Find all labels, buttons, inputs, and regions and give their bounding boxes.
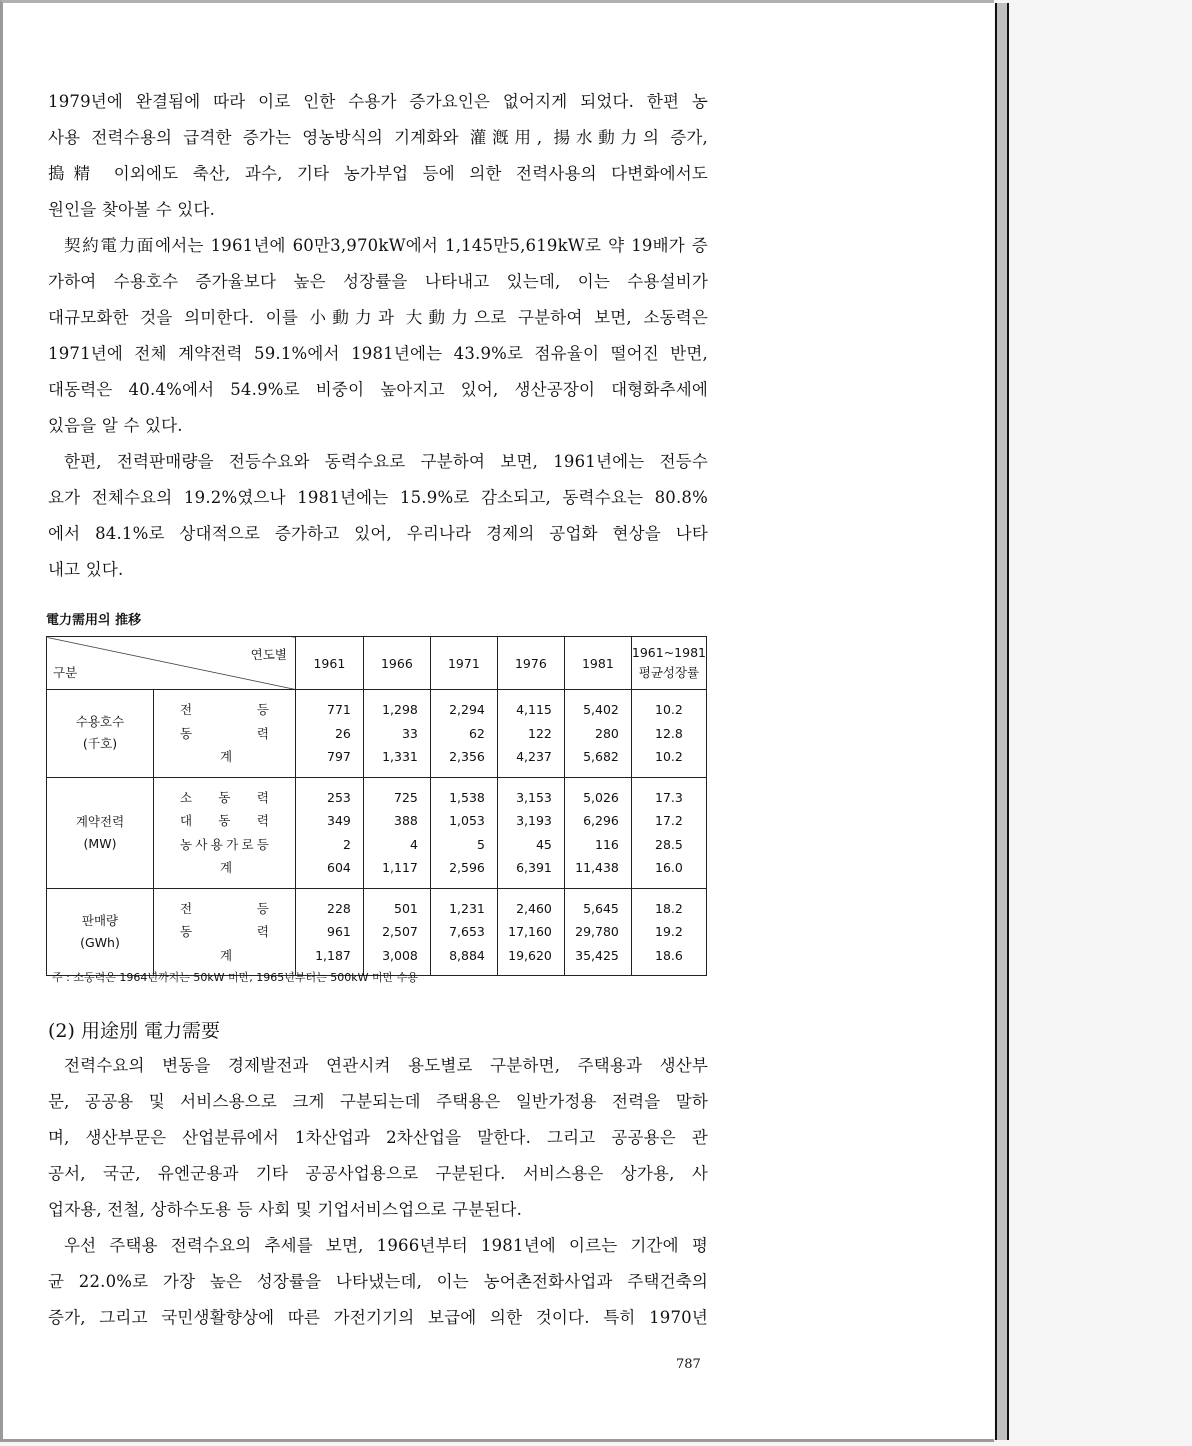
row-label [154, 698, 295, 722]
row-label-char: 소 [180, 789, 193, 805]
rate-cell: 18.2 [655, 900, 683, 916]
text-line: 契約電力面에서는 1961년에 60만3,970kW에서 1,145만5,619kW로 약 19배가 증 [64, 236, 708, 255]
row-label-char: 농 [180, 836, 193, 852]
value-column [295, 690, 363, 778]
row-labels [154, 777, 296, 888]
table-cell: 62 [468, 725, 485, 741]
table-cell: 2 [342, 836, 351, 852]
table-cell: 1,331 [382, 749, 418, 764]
group-label-line: (千호) [82, 736, 118, 752]
rate-cell: 17.3 [655, 789, 683, 805]
table-cell: 1,053 [449, 813, 485, 828]
table-cell: 2,460 [516, 900, 552, 916]
table-note: 주 : 소동력은 1964년까지는 50kW 미만, 1965년부터는 500kW 미만 수용 [52, 971, 419, 984]
text-line: 업자용, 전철, 상하수도용 등 사회 및 기업서비스업으로 구분된다. [48, 1200, 523, 1219]
text-line: 균 22.0%로 가장 높은 성장률을 나타냈는데, 이는 농어촌전화사업과 주택건축의 [48, 1272, 708, 1291]
table-cell: 2,356 [449, 749, 485, 764]
text-line: 대동력은 40.4%에서 54.9%로 비중이 높아지고 있어, 생산공장이 대형화추세에 [48, 380, 708, 399]
table-cell: 19,620 [508, 947, 552, 963]
table-cell: 5,026 [583, 789, 619, 805]
table-cell: 2,507 [382, 924, 418, 939]
rate-column [631, 777, 706, 888]
table-cell: 1,187 [315, 947, 351, 963]
text-line: 있음을 알 수 있다. [48, 416, 183, 435]
table-cell: 6,391 [516, 860, 552, 875]
table-cell: 1,231 [449, 900, 485, 916]
text-line: 내고 있다. [48, 560, 124, 579]
row-label-char: 계 [220, 947, 233, 963]
text-line: 증가, 그리고 국민생활향상에 따른 가전기기의 보급에 의한 것이다. 특히 1970년 [48, 1308, 708, 1327]
table-cell: 35,425 [575, 947, 619, 963]
table-cell: 1,538 [449, 789, 485, 805]
table-cell: 11,438 [575, 860, 619, 875]
table-cell: 280 [595, 725, 619, 741]
value-column [497, 888, 564, 976]
year-header: 1976 [497, 637, 564, 690]
row-label-char: 동 [218, 813, 231, 828]
rate-column [631, 888, 706, 976]
rate-cell: 16.0 [655, 860, 683, 875]
table-cell: 45 [535, 836, 552, 852]
rate-cell: 17.2 [655, 813, 683, 828]
table-cell: 5,402 [583, 702, 619, 717]
value-column [295, 888, 363, 976]
row-label [154, 897, 295, 921]
table-cell: 33 [401, 725, 418, 741]
year-header: 1971 [430, 637, 497, 690]
table-cell: 116 [595, 836, 619, 852]
table-cell: 1,117 [382, 860, 418, 875]
rate-header [631, 637, 706, 690]
row-label-char: 로 [241, 836, 254, 852]
section-heading: (2) 用途別 電力需要 [48, 1020, 220, 1042]
row-label-char: 등 [256, 900, 269, 916]
text-line: 대규모화한 것을 의미한다. 이를 小動力과 大動力으로 구분하여 보면, 소동력은 [48, 308, 708, 327]
table-cell: 4 [409, 836, 418, 852]
row-label [154, 856, 295, 880]
row-label [154, 920, 295, 944]
table-cell: 17,160 [508, 924, 552, 939]
text-line: 요가 전체수요의 19.2%였으나 1981년에는 15.9%로 감소되고, 동력수요는 80.8% [48, 488, 708, 507]
corner-top-label: 연도별 [250, 647, 287, 662]
text-line: 가하여 수용호수 증가율보다 높은 성장률을 나타내고 있는데, 이는 수용설비가 [48, 272, 708, 291]
paragraph-4 [48, 1048, 708, 1228]
table-cell: 797 [327, 749, 351, 764]
text-line: 원인을 찾아볼 수 있다. [48, 200, 216, 219]
row-label-char: 동 [180, 725, 193, 741]
table-cell: 501 [394, 900, 418, 916]
row-label-char: 대 [180, 813, 193, 828]
table-cell: 8,884 [449, 947, 485, 963]
value-column [430, 888, 497, 976]
year-header: 1961 [295, 637, 363, 690]
value-column [430, 690, 497, 778]
rate-column [631, 690, 706, 778]
table-cell: 771 [327, 702, 351, 717]
group-label-line: 계약전력 [75, 813, 125, 829]
table-cell: 725 [394, 789, 418, 805]
table-cell: 4,237 [516, 749, 552, 764]
table-cell: 3,193 [516, 813, 552, 828]
table-cell: 253 [327, 789, 351, 805]
row-label [154, 786, 295, 810]
text-line: 전력수요의 변동을 경제발전과 연관시켜 용도별로 구분하면, 주택용과 생산부 [64, 1056, 708, 1075]
row-label-char: 전 [180, 702, 193, 717]
table-header-row [47, 637, 707, 690]
value-column [497, 690, 564, 778]
paragraph-2 [48, 228, 708, 444]
table-cell: 26 [334, 725, 351, 741]
value-column [564, 777, 631, 888]
row-label [154, 745, 295, 769]
value-column [295, 777, 363, 888]
table-cell: 388 [394, 813, 418, 828]
table-cell: 3,008 [382, 947, 418, 963]
group-label-line: 수용호수 [75, 714, 125, 730]
table-group-row [47, 888, 707, 976]
table-cell: 604 [327, 860, 351, 875]
paragraph-1 [48, 84, 708, 228]
table-cell: 5 [476, 836, 485, 852]
row-label [154, 809, 295, 833]
group-label [47, 690, 154, 778]
table-cell: 122 [528, 725, 552, 741]
text-line: 에서 84.1%로 상대적으로 증가하고 있어, 우리나라 경제의 공업화 현상을 나타 [48, 524, 708, 543]
row-label [154, 722, 295, 746]
row-label-char: 력 [256, 813, 269, 828]
table-cell: 2,596 [449, 860, 485, 875]
table-cell: 7,653 [449, 924, 485, 939]
rate-cell: 10.2 [655, 702, 683, 717]
rate-cell: 28.5 [655, 836, 683, 852]
rate-header-line: 평균성장률 [638, 665, 700, 680]
group-label [47, 777, 154, 888]
text-line: 搗精 이외에도 축산, 과수, 기타 농가부업 등에 의한 전력사용의 다변화에서도 [48, 164, 708, 183]
text-line: 사용 전력수용의 급격한 증가는 영농방식의 기계화와 灌漑用, 揚水動力의 증가, [48, 128, 708, 147]
row-label-char: 계 [220, 860, 233, 875]
value-column [497, 777, 564, 888]
group-label-line: (MW) [83, 835, 117, 851]
text-line: 1979년에 완결됨에 따라 이로 인한 수용가 증가요인은 없어지게 되었다. 한편 농 [48, 92, 708, 111]
row-label [154, 944, 295, 968]
row-label-char: 력 [256, 789, 269, 805]
table-cell: 4,115 [516, 702, 552, 717]
text-line: 우선 주택용 전력수요의 추세를 보면, 1966년부터 1981년에 이르는 기간에 평 [64, 1236, 708, 1255]
table-cell: 961 [327, 924, 351, 939]
corner-bottom-label: 구분 [53, 665, 78, 680]
value-column [363, 690, 430, 778]
row-label-char: 계 [220, 749, 233, 764]
text-line: 한편, 전력판매량을 전등수요와 동력수요로 구분하여 보면, 1961년에는 전등수 [64, 452, 708, 471]
row-label-char: 동 [218, 789, 231, 805]
text-line: 1971년에 전체 계약전력 59.1%에서 1981년에는 43.9%로 점유율이 떨어진 반면, [48, 344, 708, 363]
table-cell: 5,645 [583, 900, 619, 916]
row-label-char: 가 [226, 836, 239, 852]
value-column [564, 888, 631, 976]
table-cell: 6,296 [583, 813, 619, 828]
corner-header [47, 637, 296, 690]
row-label-char: 력 [256, 725, 269, 741]
table-cell: 349 [327, 813, 351, 828]
rate-cell: 10.2 [655, 749, 683, 764]
table-cell: 1,298 [382, 702, 418, 717]
table-cell: 5,682 [583, 749, 619, 764]
rate-cell: 12.8 [655, 725, 683, 741]
table-cell: 29,780 [575, 924, 619, 939]
table-cell: 3,153 [516, 789, 552, 805]
row-label-char: 전 [180, 900, 193, 916]
group-label [47, 888, 154, 976]
paragraph-5 [48, 1228, 708, 1336]
page-edge [995, 3, 1009, 1440]
rate-cell: 18.6 [655, 947, 683, 963]
row-label-char: 등 [256, 702, 269, 717]
value-column [363, 777, 430, 888]
year-header: 1966 [363, 637, 430, 690]
table-title: 電力需用의 推移 [46, 613, 142, 628]
row-label [154, 833, 295, 857]
row-label-char: 사 [195, 836, 208, 852]
page-number: 787 [676, 1357, 701, 1372]
value-column [363, 888, 430, 976]
table-cell: 228 [327, 900, 351, 916]
table-group-row [47, 777, 707, 888]
text-line: 문, 공공용 및 서비스용으로 크게 구분되는데 주택용은 일반가정용 전력을 말하 [48, 1092, 708, 1111]
rate-cell: 19.2 [655, 924, 683, 939]
row-label-char: 등 [256, 836, 269, 852]
row-label-char: 력 [256, 924, 269, 939]
year-header: 1981 [564, 637, 631, 690]
row-label-char: 용 [210, 836, 223, 852]
text-line: 며, 생산부문은 산업분류에서 1차산업과 2차산업을 말한다. 그리고 공공용은 관 [48, 1128, 708, 1147]
row-labels [154, 888, 296, 976]
value-column [564, 690, 631, 778]
group-label-line: 판매량 [81, 912, 119, 928]
rate-header-line: 1961~1981 [631, 645, 706, 660]
row-labels [154, 690, 296, 778]
power-demand-table [46, 636, 707, 976]
paragraph-3 [48, 444, 708, 588]
text-line: 공서, 국군, 유엔군용과 기타 공공사업용으로 구분된다. 서비스용은 상가용, 사 [48, 1164, 708, 1183]
group-label-line: (GWh) [80, 934, 120, 950]
table-cell: 2,294 [449, 702, 485, 717]
value-column [430, 777, 497, 888]
table-group-row [47, 690, 707, 778]
row-label-char: 동 [180, 924, 193, 939]
